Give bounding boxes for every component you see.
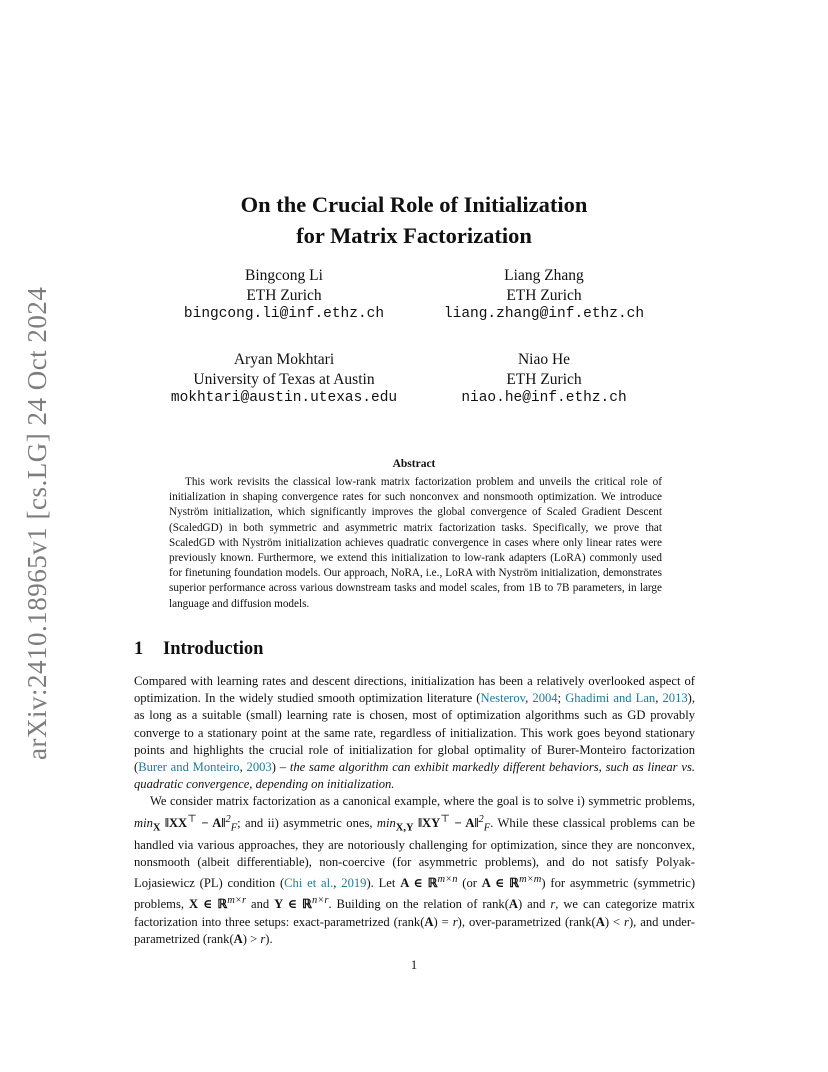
text-run: ) and — [518, 897, 551, 912]
author-email: liang.zhang@inf.ethz.ch — [443, 306, 645, 322]
math-op: min — [376, 815, 396, 830]
text-run: ) < — [604, 914, 625, 929]
paragraph-2 — [134, 793, 695, 948]
math-expr: A ∈ ℝ — [481, 876, 520, 891]
text-run: ) – — [271, 760, 290, 775]
abstract-body — [169, 475, 662, 612]
math-expr: X ∈ ℝ — [188, 897, 228, 912]
section-body — [134, 673, 695, 948]
text-run: and — [246, 897, 275, 912]
text-run: ). — [265, 931, 273, 946]
text-run: ), over-parametrized (rank( — [457, 914, 596, 929]
text-run: , — [655, 691, 663, 706]
math-sub: F — [230, 822, 238, 834]
author-block — [394, 350, 694, 409]
citation-link[interactable]: 2013 — [662, 691, 688, 706]
math-min — [376, 813, 491, 834]
text-run: (or — [457, 876, 482, 891]
author-block — [134, 266, 434, 325]
paragraph-1 — [134, 673, 695, 793]
text-run: ; — [557, 691, 566, 706]
math-expr: r — [624, 914, 629, 929]
math-expr: − A‖ — [450, 815, 479, 830]
emphasis-text: the same algorithm can exhibit markedly different behaviors, such as linear vs. quadratic convergence, depending on initialization. — [134, 760, 696, 792]
citation-link[interactable]: Chi et al. — [284, 876, 334, 891]
text-run: . Building on the relation of rank( — [328, 897, 509, 912]
section-number: 1 — [134, 639, 144, 659]
math-expr: Y ∈ ℝ — [274, 897, 313, 912]
math-sub: F — [483, 822, 491, 834]
text-run: ) = — [433, 914, 453, 929]
author-email: mokhtari@austin.utexas.edu — [170, 390, 398, 406]
math-min — [134, 813, 238, 834]
citation-link[interactable]: Ghadimi and Lan — [565, 691, 656, 706]
math-expr: r — [452, 914, 458, 929]
text-run: ). Let — [366, 876, 401, 891]
math-sup: m×r — [227, 895, 247, 907]
author-block — [394, 266, 694, 325]
math-expr: A — [424, 914, 434, 929]
text-run: , — [239, 760, 247, 775]
author-affiliation: University of Texas at Austin — [193, 370, 375, 388]
section-title: Introduction — [163, 639, 264, 659]
author-affiliation: ETH Zurich — [506, 286, 582, 304]
math-sup: m×n — [437, 873, 458, 885]
math-sub: X,Y — [395, 822, 414, 834]
title-line-1: On the Crucial Role of Initialization — [240, 192, 588, 217]
text-run: , — [525, 691, 533, 706]
author-email: niao.he@inf.ethz.ch — [461, 390, 627, 406]
text-run: ) for asymmetric (symmetric) problems, — [134, 876, 696, 912]
math-expr: A — [508, 897, 519, 912]
math-sub: X — [152, 822, 161, 834]
math-op: min — [134, 815, 153, 830]
citation-link[interactable]: Nesterov — [480, 691, 526, 706]
math-sup: ⊤ — [440, 813, 451, 825]
math-sup: 2 — [478, 813, 484, 825]
text-run: Compared with learning rates and descent directions, initialization has been a relatively overlooked aspect of optimization. In the widely studied smooth optimization literature ( — [134, 674, 695, 706]
text-run: , — [333, 876, 342, 891]
math-expr: A ∈ ℝ — [400, 876, 438, 891]
paper-title — [0, 189, 828, 251]
math-expr: − A‖ — [197, 815, 226, 830]
citation-link[interactable]: Burer and Monteiro — [138, 760, 240, 775]
author-affiliation: ETH Zurich — [506, 370, 582, 388]
text-run: , we can categorize matrix factorization into three setups: exact-parametrized (rank( — [134, 897, 695, 929]
text-run: ), as long as a suitable (small) learning rate is chosen, most of optimization algorithms such as GD provably converge to a stationary point at the same rate, regardless of initialization. This work goes beyond stationary points and highlights the crucial role of initialization for global optimality of Burer-Monteiro factorization ( — [134, 691, 696, 775]
author-email: bingcong.li@inf.ethz.ch — [183, 306, 385, 322]
text-run: . While these classical problems can be handled via various approaches, they are notoriously challenging for optimization, since they are nonconvex, nonsmooth (albeit differentiable), non-coercive (for asymmetric problems), and do not satisfy Polyak-Lojasiewicz (PL) condition ( — [134, 815, 695, 891]
text-run: ) > — [242, 931, 261, 946]
math-expr: ‖XX — [164, 815, 188, 830]
author-block — [134, 350, 434, 409]
math-expr: r — [550, 897, 556, 912]
text-run: ; and ii) asymmetric ones, — [237, 815, 377, 830]
title-line-2: for Matrix Factorization — [296, 223, 532, 248]
text-run: We consider matrix factorization as a canonical example, where the goal is to solve i) symmetric problems, — [150, 794, 695, 809]
text-run: ), and under-parametrized (rank( — [134, 914, 695, 946]
section-heading — [134, 639, 263, 660]
math-expr: A — [233, 931, 243, 946]
author-name: Bingcong Li — [245, 267, 323, 284]
author-affiliation: ETH Zurich — [246, 286, 322, 304]
author-name: Aryan Mokhtari — [233, 351, 335, 368]
author-name: Niao He — [517, 351, 571, 368]
math-sup: 2 — [225, 813, 231, 825]
citation-link[interactable]: 2019 — [341, 876, 367, 891]
abstract-text: This work revisits the classical low-rank matrix factorization problem and unveils the critical role of initialization in shaping convergence rates for such nonconvex and nonsmooth optimization. We introduce Nyström initialization, which significantly improves the global convergence of Scaled Gradient Descent (ScaledGD) in both symmetric and asymmetric matrix factorization tasks. Specifically, we prove that ScaledGD with Nyström initialization achieves quadratic convergence in cases where only linear rates were previously known. Furthermore, we extend this initialization to low-rank adapters (LoRA) commonly used for finetuning foundation models. Our approach, NoRA, i.e., LoRA with Nyström initialization, demonstrates superior performance across various downstream tasks and model scales, from 1B to 7B parameters, in large language and diffusion models. — [169, 476, 662, 610]
citation-link[interactable]: 2004 — [532, 691, 558, 706]
arxiv-identifier: arXiv:2410.18965v1 [cs.LG] 24 Oct 2024 — [22, 286, 52, 760]
author-name: Liang Zhang — [504, 267, 584, 284]
math-expr: A — [595, 914, 605, 929]
abstract-heading: Abstract — [392, 458, 436, 470]
citation-link[interactable]: 2003 — [246, 760, 272, 775]
math-sup: m×m — [519, 873, 542, 885]
math-expr: r — [260, 931, 266, 946]
math-expr: ‖XY — [417, 815, 441, 830]
page-number: 1 — [410, 958, 418, 972]
math-sup: ⊤ — [187, 813, 198, 825]
math-sup: n×r — [312, 895, 329, 907]
